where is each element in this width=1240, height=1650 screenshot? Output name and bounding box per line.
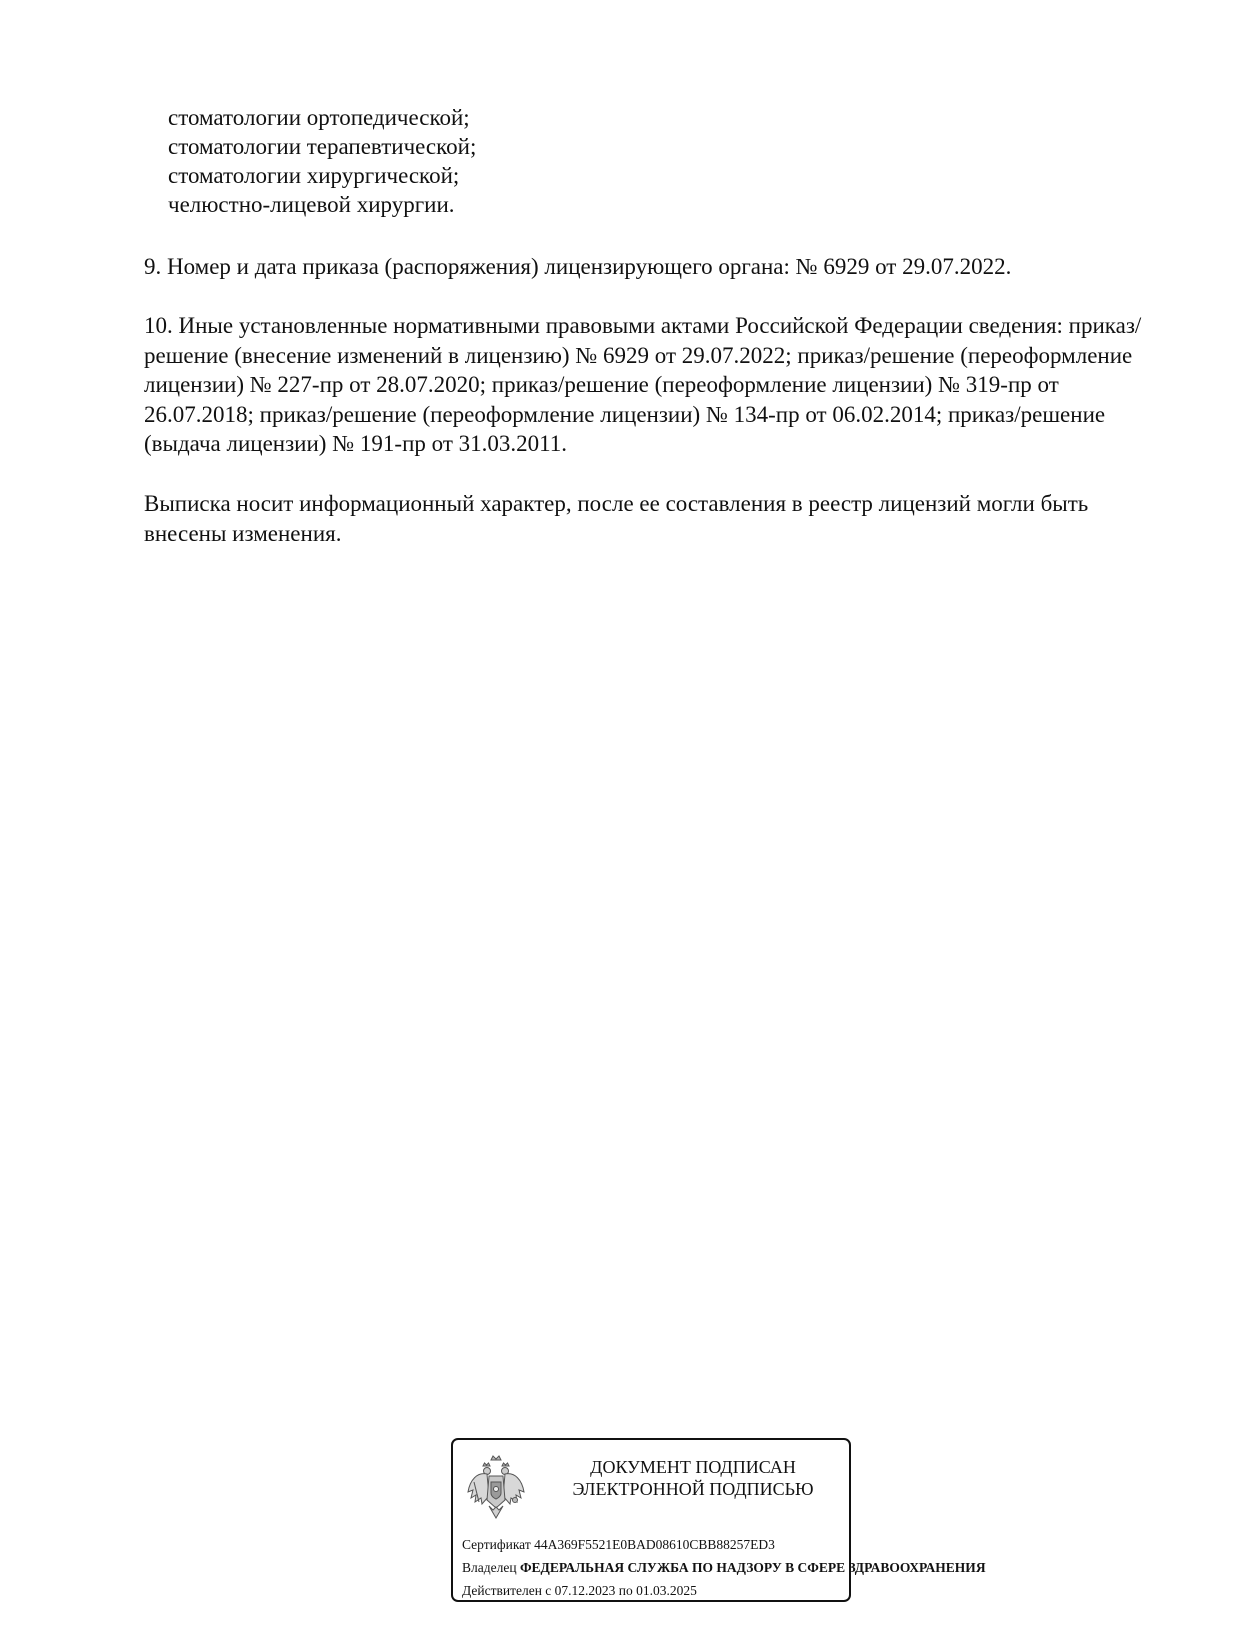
specialty-list: [168, 103, 476, 219]
list-item: стоматологии хирургической;: [168, 163, 460, 188]
order-number-paragraph: 9. Номер и дата приказа (распоряжения) лицензирующего органа: № 6929 от 29.07.2022.: [144, 254, 1012, 279]
list-item: челюстно-лицевой хирургии.: [168, 192, 455, 217]
owner-line: [462, 1559, 986, 1577]
certificate-label: Сертификат: [462, 1537, 531, 1552]
owner-value: ФЕДЕРАЛЬНАЯ СЛУЖБА ПО НАДЗОРУ В СФЕРЕ ЗДРАВООХРАНЕНИЯ: [519, 1560, 986, 1575]
electronic-signature-stamp: [451, 1438, 986, 1602]
stamp-title: [543, 1456, 843, 1500]
owner-label: Владелец: [462, 1560, 517, 1575]
certificate-value: 44A369F5521E0BAD08610CBB88257ED3: [534, 1537, 775, 1552]
stamp-title-line: ЭЛЕКТРОННОЙ ПОДПИСЬЮ: [572, 1479, 814, 1499]
stamp-title-line: ДОКУМЕНТ ПОДПИСАН: [590, 1457, 796, 1477]
russian-coat-of-arms-icon: [465, 1452, 527, 1524]
list-item: стоматологии терапевтической;: [168, 134, 477, 159]
other-info-paragraph: 10. Иные установленные нормативными правовыми актами Российской Федерации сведения: приказ/решение (внесение изменений в лицензию) № 6929 от 29.07.2022; приказ/решение (переоформление лицензии) № 227-пр от 28.07.2020; приказ/решение (переоформление лицензии) № 319-пр от 26.07.2018; приказ/решение (переоформление лицензии) № 134-пр от 06.02.2014; приказ/решение (выдача лицензии) № 191-пр от 31.03.2011.: [144, 313, 1142, 456]
validity-line: Действителен с 07.12.2023 по 01.03.2025: [462, 1583, 697, 1598]
certificate-line: [462, 1536, 775, 1554]
disclaimer-paragraph: Выписка носит информационный характер, после ее составления в реестр лицензий могли быть внесены изменения.: [144, 491, 1089, 546]
list-item: стоматологии ортопедической;: [168, 105, 470, 130]
